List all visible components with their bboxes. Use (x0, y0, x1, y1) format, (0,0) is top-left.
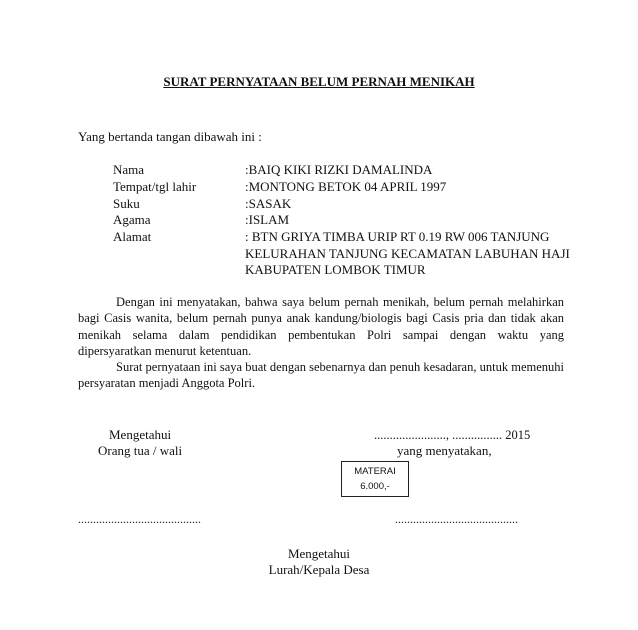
identity-address-line3: KABUPATEN LOMBOK TIMUR (245, 262, 426, 277)
closing-paragraph (78, 359, 564, 392)
identity-value-alamat: : BTN GRIYA TIMBA URIP RT 0.19 RW 006 TANJUNG (245, 229, 550, 244)
left-sign-known: Mengetahui (109, 427, 172, 442)
right-sign-dots: ......................................... (395, 512, 518, 526)
right-sign-date: ......................., ................ 2015 (374, 428, 531, 442)
identity-label-nama: Nama (113, 162, 145, 177)
identity-value-nama: :BAIQ KIKI RIZKI DAMALINDA (245, 162, 433, 177)
intro-text: Yang bertanda tangan dibawah ini : (78, 129, 262, 144)
bottom-sign-village-head: Lurah/Kepala Desa (268, 562, 370, 577)
left-sign-parent: Orang tua / wali (98, 443, 183, 458)
bottom-sign-known: Mengetahui (287, 546, 351, 561)
right-sign-declarant: yang menyatakan, (397, 443, 492, 458)
identity-value-suku: :SASAK (245, 196, 292, 211)
materai-amount: 6.000,- (360, 481, 390, 492)
materai-stamp-box (341, 461, 409, 497)
identity-value-ttl: :MONTONG BETOK 04 APRIL 1997 (245, 179, 447, 194)
closing-paragraph-text: Surat pernyataan ini saya buat dengan sebenarnya dan penuh kesadaran, untuk memenuhi persyaratan menjadi Anggota Polri. (78, 360, 564, 391)
statement-paragraph-text: Dengan ini menyatakan, bahwa saya belum pernah menikah, belum pernah melahirkan bagi Casis wanita, belum pernah punya anak kandung/biologis bagi Casis pria dan tidak akan menikah selama dalam pendidikan pembentukan Polri sampai dengan waktu yang dipersyaratkan menurut ketentuan. (78, 295, 564, 358)
left-sign-dots: ......................................... (78, 512, 201, 526)
identity-label-alamat: Alamat (113, 229, 152, 244)
identity-address-line2: KELURAHAN TANJUNG KECAMATAN LABUHAN HAJI (245, 246, 570, 261)
identity-value-agama: :ISLAM (245, 212, 290, 227)
document-title: SURAT PERNYATAAN BELUM PERNAH MENIKAH (163, 74, 475, 89)
statement-paragraph (78, 294, 564, 359)
identity-label-suku: Suku (113, 196, 140, 211)
identity-label-agama: Agama (113, 212, 151, 227)
materai-label: MATERAI (354, 466, 396, 477)
identity-label-ttl: Tempat/tgl lahir (113, 179, 197, 194)
